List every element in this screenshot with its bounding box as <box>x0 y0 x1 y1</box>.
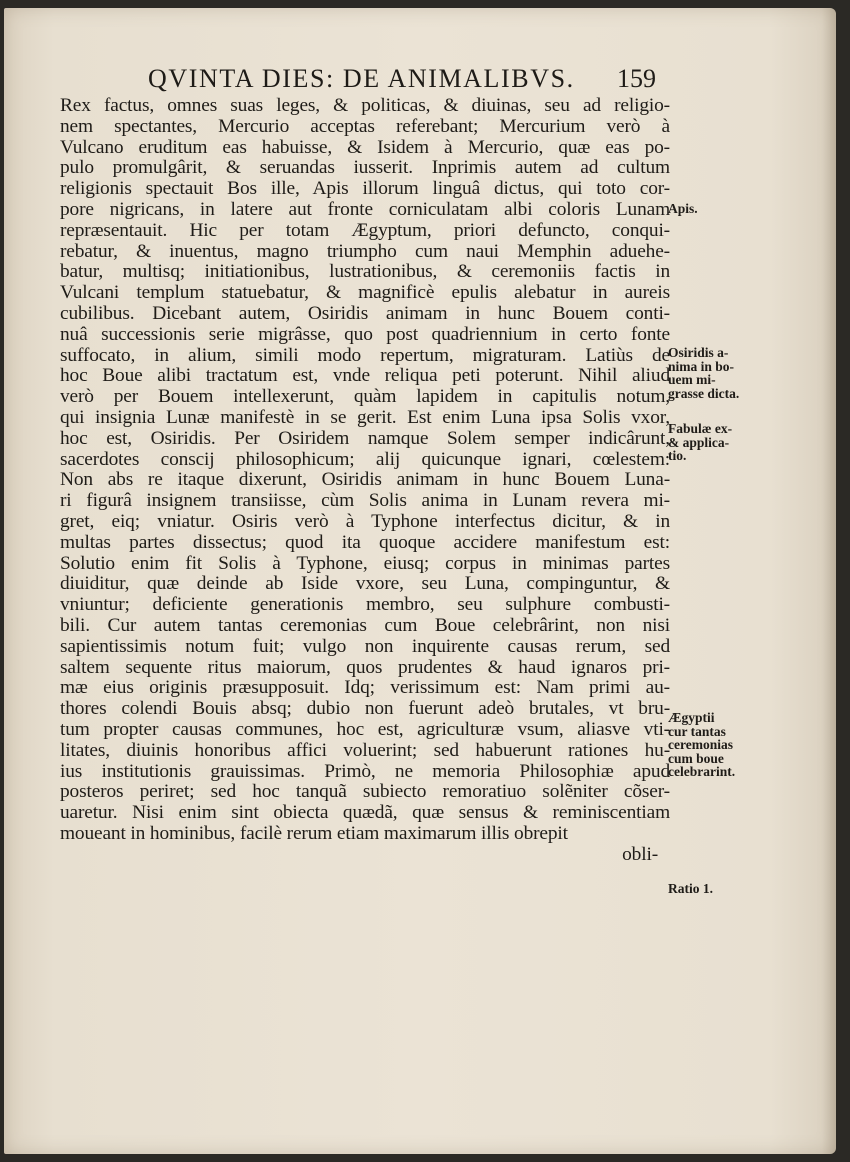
text-line: thores colendi Bouis absq; dubio non fuerunt adeò brutales, vt bru- <box>60 698 670 720</box>
text-line: ius institutionis grauissimas. Primò, ne memoria Philosophiæ apud <box>60 760 670 782</box>
text-line: religionis spectauit Bos ille, Apis illorum linguâ dictus, qui toto cor- <box>60 178 670 200</box>
text-line: Non abs re itaque dixerunt, Osiridis animam in hunc Bouem Luna- <box>60 469 670 491</box>
text-line: cubilibus. Dicebant autem, Osiridis animam in hunc Bouem conti- <box>60 302 670 324</box>
text-line: repræsentauit. Hic per totam Ægyptum, priori defuncto, conqui- <box>60 219 670 241</box>
margin-note-line: Fabulæ ex- <box>668 421 733 436</box>
margin-note-osiridis <box>668 346 739 400</box>
text-line: qui insignia Lunæ manifestè in se gerit. Est enim Luna ipsa Solis vxor, <box>60 406 670 428</box>
text-line: ri figurâ insignem transiisse, cùm Solis anima in Lunam revera mi- <box>60 490 670 512</box>
margin-note-fabulae <box>668 422 732 463</box>
margin-note-ratio <box>668 882 713 896</box>
margin-note-apis <box>668 202 698 216</box>
margin-note-line: cum boue <box>668 750 724 766</box>
text-line: moueant in hominibus, facilè rerum etiam maximarum illis obrepit <box>60 822 568 844</box>
margin-note-line: nima in bo- <box>668 358 735 374</box>
text-line: Vulcani templum statuebatur, & magnificè epulis alebatur in aureis <box>60 282 670 304</box>
margin-note-line: grasse dicta. <box>668 385 740 401</box>
text-line: pore nigricans, in latere aut fronte corniculatam albi coloris Lunam <box>60 198 670 220</box>
text-line: batur, multisq; initiationibus, lustrationibus, & ceremoniis factis in <box>60 261 670 283</box>
text-line: litates, diuinis honoribus affici voluerint; sed habuerunt rationes hu- <box>60 739 670 761</box>
running-head <box>148 64 668 98</box>
margin-note-line: uem mi- <box>668 372 716 388</box>
margin-note-line: celebrarint. <box>668 764 736 780</box>
text-line: hoc Boue alibi tractatum est, vnde reliqua peti poterunt. Nihil aliud <box>60 365 670 387</box>
text-line: pulo promulgârit, & seruandas iusserit. Inprimis autem ad cultum <box>60 157 670 179</box>
text-line: diuiditur, quæ deinde ab Iside vxore, seu Luna, compinguntur, & <box>60 573 670 595</box>
text-line: nuâ successionis serie migrâsse, quo post quadriennium in certo fonte <box>60 323 670 345</box>
text-line: Rex factus, omnes suas leges, & politicas, & diuinas, seu ad religio- <box>60 95 670 116</box>
text-line: vniuntur; deficiente generationis membro, seu sulphure combusti- <box>60 594 670 616</box>
text-line: nem spectantes, Mercurio acceptas referebant; Mercurium verò à <box>60 115 670 137</box>
text-line: mæ eius originis præsupposuit. Idq; verissimum est: Nam primi au- <box>60 677 670 699</box>
text-line: saltem sequente ritus maiorum, quos prudentes & haud ignaros pri- <box>60 656 670 678</box>
text-line: uaretur. Nisi enim sint obiecta quædã, quæ sensus & reminiscentiam <box>60 802 670 824</box>
text-line: sacerdotes conscij philosophicum; alij quicunque ignari, cœlestem: <box>60 448 670 470</box>
catchword: obli- <box>622 843 658 865</box>
margin-note-line: Apis. <box>668 201 698 216</box>
text-line: tum propter causas communes, hoc est, agriculturæ vsum, aliasve vti- <box>60 718 670 740</box>
margin-note-line: tio. <box>668 448 687 464</box>
page-edge-shadow <box>822 8 836 1154</box>
text-line: multas partes dissectus; quod ita quoque accidere manifestum est: <box>60 531 670 553</box>
text-line: Solutio enim fit Solis à Typhone, eiusq; corpus in minimas partes <box>60 552 670 574</box>
margin-note-line: Ægyptii <box>668 710 715 725</box>
text-line: gret, eiq; vniatur. Osiris verò à Typhone interfectus dicitur, & in <box>60 510 670 532</box>
text-line: Vulcano eruditum eas habuisse, & Isidem à Mercurio, quæ eas po- <box>60 136 670 158</box>
text-line: bili. Cur autem tantas ceremonias cum Boue celebrârint, non nisi <box>60 614 670 636</box>
text-line: hoc est, Osiridis. Per Osiridem namque Solem semper indicârunt, <box>60 427 670 449</box>
text-line: sapientissimis notum fuit; vulgo non inquirente causas rerum, sed <box>60 635 670 657</box>
main-text-block <box>60 96 670 865</box>
text-line: rebatur, & inuentus, magno triumpho cum naui Memphin aduehe- <box>60 240 670 262</box>
text-line: verò per Bouem intellexerunt, quàm lapidem in capitulis notum, <box>60 386 670 408</box>
running-head-title: QVINTA DIES: DE ANIMALIBVS. <box>148 64 575 93</box>
text-line: suffocato, in alium, simili modo repertum, migraturam. Latiùs de <box>60 344 670 366</box>
margin-note-aegyptii <box>668 711 735 779</box>
margin-note-line: & applica- <box>668 434 730 450</box>
margin-note-line: Osiridis a- <box>668 345 729 360</box>
page-number: 159 <box>617 64 656 93</box>
margin-note-line: cur tantas <box>668 723 726 739</box>
margin-note-line: Ratio 1. <box>668 881 713 896</box>
text-line: posteros periret; sed hoc tanquã subiecto remoratiuo solẽniter cõser- <box>60 781 670 803</box>
margin-note-line: ceremonias <box>668 737 733 753</box>
